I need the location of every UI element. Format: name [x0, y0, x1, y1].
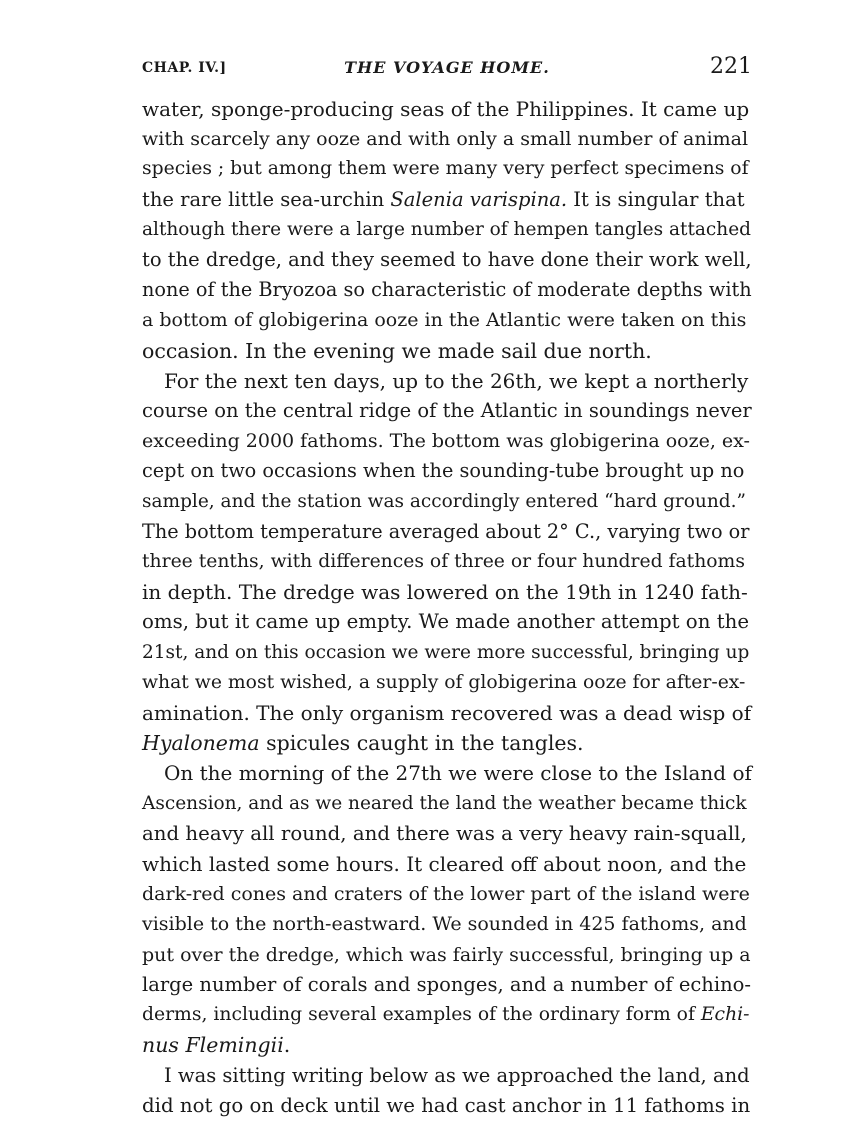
chapter-label: CHAP. IV.] [142, 60, 227, 76]
text-line: none of the Bryozoa so characteristic of moderate depths with [142, 278, 752, 302]
text-line: cept on two occasions when the sounding-tube brought up no [142, 459, 745, 483]
text-line: and heavy all round, and there was a very heavy rain-squall, [142, 821, 747, 845]
text-run: It is singular that [567, 187, 745, 211]
text-line [142, 1030, 752, 1060]
text-line: three tenths, with differences of three or four hundred fathoms [142, 551, 745, 573]
text-run: derms, including several examples of the ordinary form of [142, 1004, 701, 1026]
text-line: what we most wished, a supply of globigerina ooze for after-ex- [142, 671, 746, 693]
text-line [142, 728, 752, 758]
page-number: 221 [710, 54, 752, 79]
species-name-salenia: Salenia varispina. [390, 187, 568, 211]
text-line: I was sitting writing below as we approached the land, and [164, 1063, 750, 1087]
body-text [142, 94, 752, 1121]
text-line [142, 1000, 752, 1030]
text-line: amination. The only organism recovered was a dead wisp of [142, 701, 752, 726]
text-line: although there were a large number of hempen tangles attached [142, 218, 751, 240]
text-line: species ; but among them were many very perfect specimens of [142, 158, 749, 180]
text-line: a bottom of globigerina ooze in the Atlantic were taken on this [142, 309, 747, 332]
text-line: in depth. The dredge was lowered on the 19th in 1240 fath- [142, 580, 748, 605]
text-line: sample, and the station was accordingly entered “hard ground.” [142, 490, 746, 512]
text-line: dark-red cones and craters of the lower part of the island were [142, 883, 750, 906]
text-line: water, sponge-producing seas of the Philippines. It came up [142, 97, 750, 121]
text-line: The bottom temperature averaged about 2° C., varying two or [142, 519, 750, 543]
text-line: did not go on deck until we had cast anchor in 11 fathoms in [142, 1093, 751, 1117]
text-run: the rare little sea-urchin [142, 187, 391, 211]
text-run: spicules caught in the tangles. [259, 731, 584, 756]
text-line: large number of corals and sponges, and a number of echino- [142, 972, 751, 996]
species-name-flemingii: nus Flemingii [142, 1033, 284, 1058]
text-line: oms, but it came up empty. We made another attempt on the [142, 610, 750, 634]
text-line: On the morning of the 27th we were close to the Island of [164, 761, 752, 786]
text-line: visible to the north-eastward. We sounded in 425 fathoms, and [142, 913, 747, 936]
text-line: course on the central ridge of the Atlantic in soundings never [142, 399, 752, 423]
text-line: to the dredge, and they seemed to have done their work well, [142, 248, 752, 272]
species-name-echinus: Echi- [700, 1004, 750, 1026]
text-line: put over the dredge, which was fairly successful, bringing up a [142, 943, 751, 966]
species-name-hyalonema: Hyalonema [142, 731, 260, 756]
text-line [142, 185, 752, 215]
text-run: . [283, 1033, 291, 1058]
running-title: THE VOYAGE HOME. [344, 58, 550, 77]
text-line: 21st, and on this occasion we were more successful, bringing up [142, 641, 750, 663]
text-line: occasion. In the evening we made sail due north. [142, 338, 652, 363]
text-line: with scarcely any ooze and with only a small number of animal [142, 128, 749, 151]
running-header [142, 54, 752, 82]
text-line: which lasted some hours. It cleared off about noon, and the [142, 852, 747, 877]
text-line: For the next ten days, up to the 26th, we kept a northerly [164, 368, 749, 393]
text-line: exceeding 2000 fathoms. The bottom was globigerina ooze, ex- [142, 430, 750, 453]
text-line: Ascension, and as we neared the land the weather became thick [142, 792, 747, 814]
